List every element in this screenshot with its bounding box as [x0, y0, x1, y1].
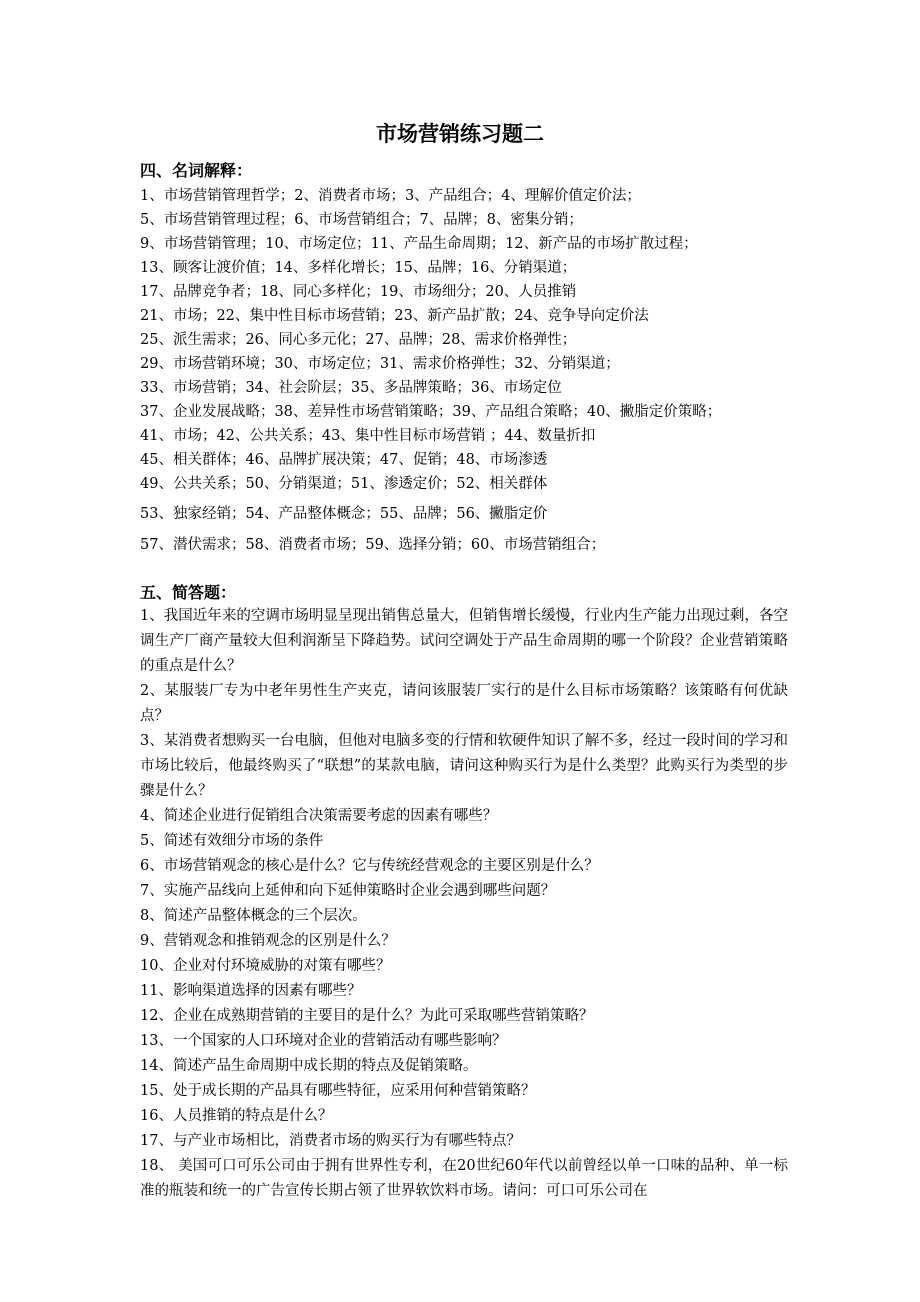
- term-line: 9、市场营销管理；10、市场定位；11、产品生命周期；12、新产品的市场扩散过程；: [140, 236, 698, 252]
- section-5-heading: 五、简答题：: [140, 583, 237, 602]
- term-line: 17、品牌竞争者；18、同心多样化；19、市场细分；20、人员推销: [140, 284, 577, 300]
- term-line: 25、派生需求；26、同心多元化；27、品牌；28、需求价格弹性；: [140, 332, 577, 348]
- term-line: 13、顾客让渡价值；14、多样化增长；15、品牌；16、分销渠道；: [140, 260, 577, 276]
- question-item: 6、市场营销观念的核心是什么？它与传统经营观念的主要区别是什么？: [140, 858, 599, 874]
- section-4-heading: 四、名词解释：: [140, 161, 253, 180]
- question-item: 15、处于成长期的产品具有哪些特征，应采用何种营销策略？: [140, 1083, 536, 1099]
- term-line: 49、公共关系；50、分销渠道；51、渗透定价；52、相关群体: [140, 476, 548, 492]
- document-title: 市场营销练习题二: [376, 121, 544, 146]
- term-line: 33、市场营销；34、社会阶层；35、多品牌策略；36、市场定位: [140, 380, 562, 396]
- question-item: 1、我国近年来的空调市场明显呈现出销售总量大，但销售增长缓慢，行业内生产能力出现过剩，各空调生产厂商产量较大但利润渐呈下降趋势。试问空调处于产品生命周期的哪一个阶段？企业营销策略的重点是什么？: [140, 608, 788, 674]
- term-line: 57、潜伏需求；58、消费者市场；59、选择分销；60、市场营销组合；: [140, 537, 606, 553]
- question-item: 17、与产业市场相比，消费者市场的购买行为有哪些特点？: [140, 1133, 521, 1149]
- question-item: 16、人员推销的特点是什么？: [140, 1108, 333, 1124]
- term-line: 1、市场营销管理哲学；2、消费者市场；3、产品组合；4、理解价值定价法；: [140, 188, 641, 204]
- question-item: 18、 美国可口可乐公司由于拥有世界性专利，在20世纪60年代以前曾经以单一口味的品种、单一标准的瓶装和统一的广告宣传长期占领了世界软饮料市场。请问：可口可乐公司在: [140, 1158, 788, 1199]
- question-item: 8、简述产品整体概念的三个层次。: [140, 908, 367, 924]
- term-line: 41、市场；42、公共关系；43、集中性目标市场营销 ；44、数量折扣: [140, 428, 596, 444]
- term-line: 29、市场营销环境；30、市场定位；31、需求价格弹性；32、分销渠道；: [140, 356, 620, 372]
- question-item: 7、实施产品线向上延伸和向下延伸策略时企业会遇到哪些问题？: [140, 883, 556, 899]
- question-item: 11、影响渠道选择的因素有哪些？: [140, 983, 362, 999]
- term-line: 21、市场；22、集中性目标市场营销；23、新产品扩散；24、竞争导向定价法: [140, 308, 649, 324]
- term-line: 5、市场营销管理过程；6、市场营销组合；7、品牌；8、密集分销；: [140, 212, 583, 228]
- question-item: 3、某消费者想购买一台电脑，但他对电脑多变的行情和软硬件知识了解不多，经过一段时间的学习和市场比较后，他最终购买了“联想”的某款电脑，请问这种购买行为是什么类型？此购买行为类型的步骤是什么？: [140, 733, 788, 799]
- question-item: 13、一个国家的人口环境对企业的营销活动有哪些影响？: [140, 1033, 507, 1049]
- question-item: 2、某服装厂专为中老年男性生产夹克，请问该服装厂实行的是什么目标市场策略？该策略有何优缺点？: [140, 683, 788, 724]
- question-item: 4、简述企业进行促销组合决策需要考虑的因素有哪些？: [140, 808, 498, 824]
- question-item: 10、企业对付环境威胁的对策有哪些？: [140, 958, 391, 974]
- question-item: 12、企业在成熟期营销的主要目的是什么？为此可采取哪些营销策略？: [140, 1008, 594, 1024]
- term-line: 53、独家经销；54、产品整体概念；55、品牌；56、撇脂定价: [140, 506, 548, 522]
- term-line: 45、相关群体；46、品牌扩展决策；47、促销；48、市场渗透: [140, 452, 548, 468]
- term-line: 37、企业发展战略；38、差异性市场营销策略；39、产品组合策略；40、撇脂定价策略；: [140, 404, 722, 420]
- question-item: 5、简述有效细分市场的条件: [140, 833, 324, 849]
- question-item: 9、营销观念和推销观念的区别是什么？: [140, 933, 396, 949]
- question-item: 14、简述产品生命周期中成长期的特点及促销策略。: [140, 1058, 478, 1074]
